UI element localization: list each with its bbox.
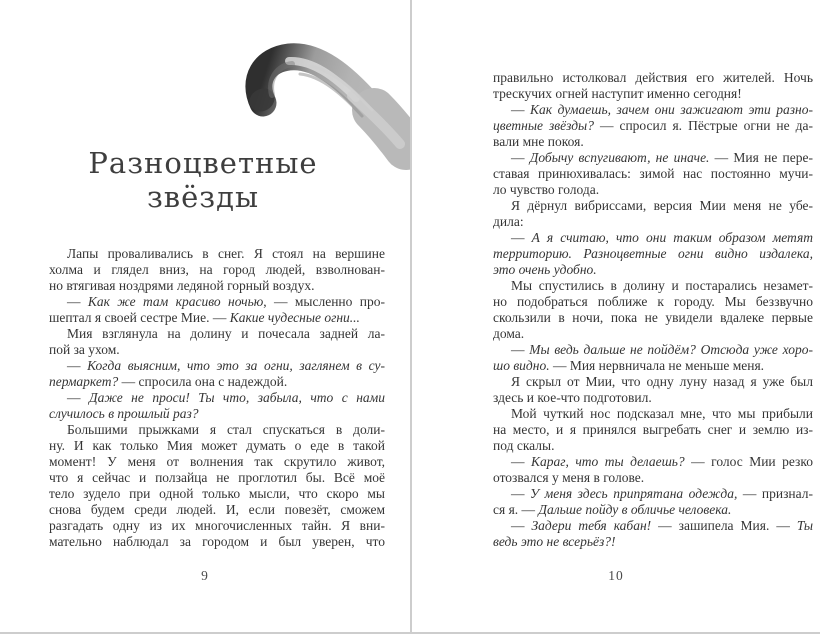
text-line: Лапы проваливались в снег. Я стоял на вершине: [67, 246, 385, 261]
text-line: — Караг, что ты делаешь? — голос Мии резко: [511, 454, 813, 469]
text-line: разгадать одну из их многочисленных тайн. Я вни-: [49, 518, 385, 533]
text-line: Большими прыжками я стал спускаться в доли-: [67, 422, 385, 437]
right-page-text: [493, 70, 813, 550]
text-line: — У меня здесь припрятана одежда, — признал-: [511, 486, 813, 501]
text-line: Мы спустились в долину и постарались незамет-: [511, 278, 813, 293]
text-line: ну. И как только Мия может думать о еде в такой: [49, 438, 385, 453]
text-line: скользили в ночи, пока не увидели вдалеке первые: [493, 310, 813, 325]
text-line: что я сейчас и ползайца не проглотил бы. Всё моё: [49, 470, 385, 485]
text-line: снова будем среди людей. И, если повезёт, сможем: [49, 502, 385, 517]
text-line: Я дёрнул вибриссами, версия Мии меня не убе-: [511, 198, 813, 213]
text-line: — Мы ведь дальше не пойдём? Отсюда уже хоро-: [511, 342, 814, 357]
text-line: шептал я своей сестре Мие. — Какие чудесные огни...: [49, 310, 360, 325]
text-line: Мия взглянула на долину и почесала задней ла-: [67, 326, 385, 341]
text-line: тело зудело при одной только мысли, что скоро мы: [49, 486, 385, 501]
text-line: на место, и я принялся выгребать снег и землю из-: [493, 422, 813, 437]
left-page-number: 9: [201, 568, 209, 583]
text-line: — Как думаешь, зачем они зажигают эти разно-: [511, 102, 814, 117]
text-line: Мой чуткий нос подсказал мне, что мы прибыли: [511, 406, 813, 421]
text-line: холма и глядел вниз, на город людей, взволнован-: [49, 262, 385, 277]
left-page: [0, 0, 410, 633]
text-line: но подобраться поближе к городу. Мы беззвучно: [493, 294, 813, 309]
text-line: — Когда выясним, что это за огни, заглянем в су-: [67, 358, 385, 373]
left-page-text: [49, 246, 385, 550]
text-line: Я скрыл от Мии, что одну луну назад я уже был: [511, 374, 813, 389]
text-line: цветные звёзды? — спросил я. Пёстрые огни не да-: [493, 118, 814, 133]
text-line: здесь и кое-что подготовил.: [493, 390, 652, 405]
text-line: правильно истолковал действия его жителей. Ночь: [493, 70, 813, 85]
text-line: шо видно. — Мия нервничала не меньше меня.: [493, 358, 765, 373]
text-line: это очень удобно.: [493, 262, 597, 277]
text-line: ся я. — Дальше пойду в обличье человека.: [493, 502, 732, 517]
text-line: — Даже не проси! Ты что, забыла, что с нами: [67, 390, 386, 405]
right-page: [412, 0, 820, 633]
chapter-title: Разноцветные звёзды: [88, 146, 318, 214]
page-gutter-divider: [410, 0, 412, 633]
page-bottom-edge: [0, 632, 820, 634]
text-line: случилось в прошлый раз?: [49, 406, 199, 421]
text-line: ставая принюхивалась: зимой нас постоянно мучи-: [493, 166, 813, 181]
text-line: — А я считаю, что они таким образом метят: [511, 230, 813, 245]
text-line: ло чувство голода.: [493, 182, 600, 197]
text-line: пермаркет? — спросила она с надеждой.: [49, 374, 288, 389]
text-line: ведь это не всерьёз?!: [493, 534, 616, 549]
text-line: — Задери тебя кабан! — зашипела Мия. — Ты: [511, 518, 814, 533]
text-line: дома.: [493, 326, 525, 341]
text-line: — Добычу вспугивают, не иначе. — Мия не пере-: [511, 150, 813, 165]
text-line: вали мне покоя.: [493, 134, 584, 149]
text-line: момент! У меня от волнения так скрутило живот,: [49, 454, 385, 469]
text-line: пой за ухом.: [49, 342, 120, 357]
text-line: но втягивая ноздрями ледяной горный воздух.: [49, 278, 315, 293]
text-line: под скалы.: [493, 438, 555, 453]
text-line: дила:: [493, 214, 524, 229]
text-line: территорию. Разноцветные огни видно издалека,: [493, 246, 813, 261]
text-line: отозвался у меня в голове.: [493, 470, 645, 485]
text-line: — Как же там красиво ночью, — мысленно про-: [67, 294, 385, 309]
right-page-number: 10: [608, 568, 624, 583]
text-line: трескучих огней наступит именно сегодня!: [493, 86, 742, 101]
text-line: мательно наблюдал за городом и был уверен, что: [49, 534, 385, 549]
